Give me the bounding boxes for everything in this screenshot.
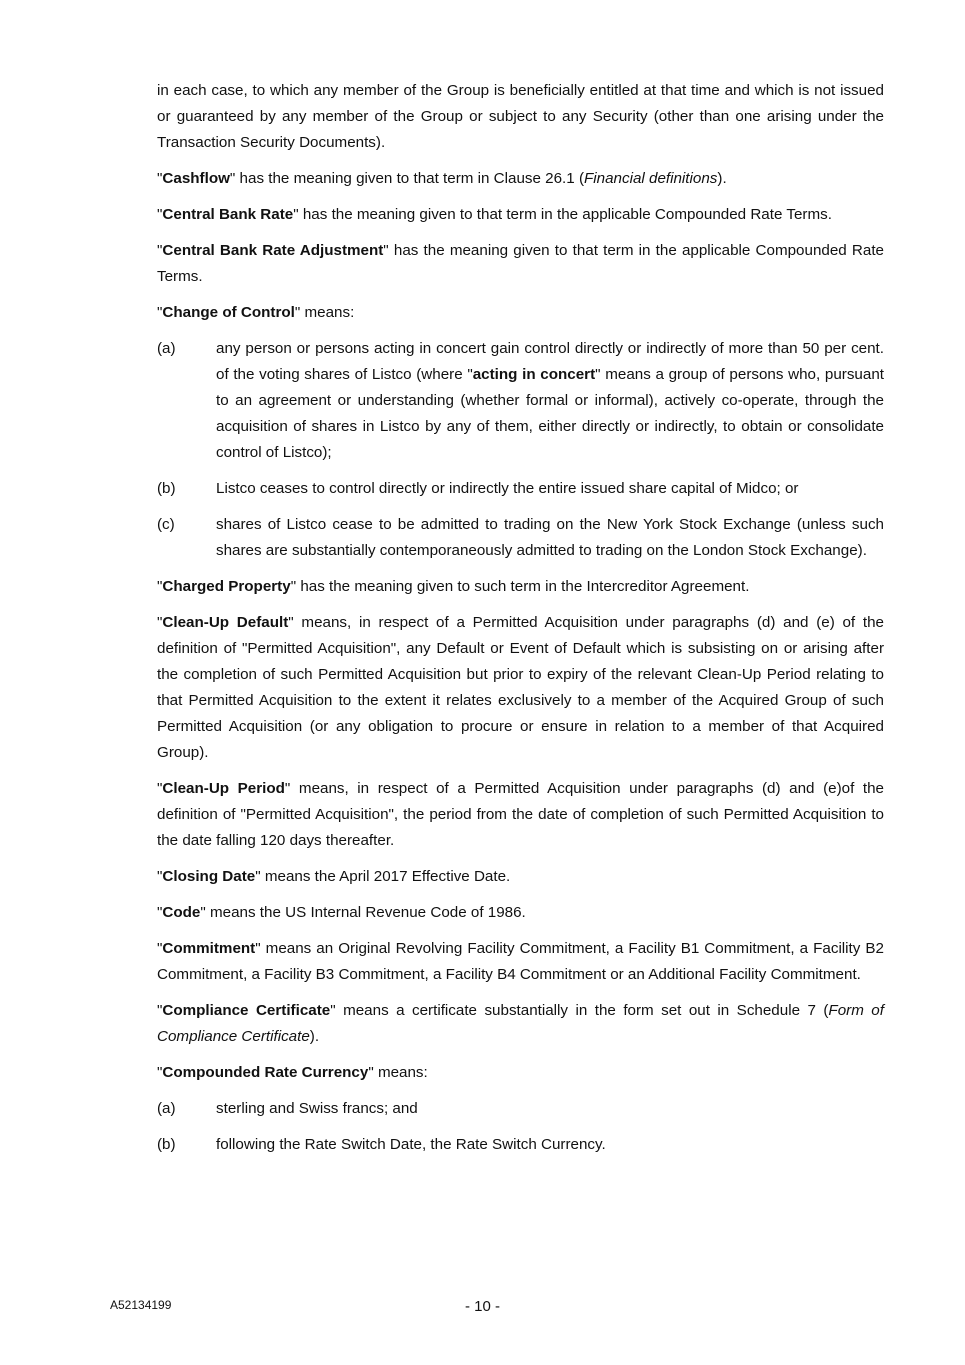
page-number: - 10 - bbox=[464, 1298, 500, 1315]
definition-commitment: "Commitment" means an Original Revolving Facility Commitment, a Facility B1 Commitment, a Facility B2 Commitment, a Facility B3 Commitment, a Facility B4 Commitment or an Additional Facility Commitment. bbox=[157, 940, 884, 983]
term: Compliance Certificate bbox=[162, 1002, 331, 1019]
term: Charged Property bbox=[162, 578, 291, 595]
definition-compliance-certificate: "Compliance Certificate" means a certificate substantially in the form set out in Schedule 7 (Form of Compliance Certificate). bbox=[157, 1002, 884, 1045]
term: Commitment bbox=[162, 940, 256, 957]
definition-change-of-control: "Change of Control" means: bbox=[157, 304, 355, 321]
definition-cashflow: "Cashflow" has the meaning given to that term in Clause 26.1 (Financial definitions). bbox=[157, 170, 727, 187]
definition-central-bank-rate-adjustment: "Central Bank Rate Adjustment" has the meaning given to that term in the applicable Compounded Rate Terms. bbox=[157, 242, 884, 285]
definition-clean-up-default: "Clean-Up Default" means, in respect of a Permitted Acquisition under paragraphs (d) and (e) of the definition of "Permitted Acquisition", any Default or Event of Default which is subsisting on or arising after the completion of such Permitted Acquisition but prior to expiry of the relevant Clean-Up Period relating to that Permitted Acquisition to the extent it relates exclusively to a member of the Acquired Group of such Permitted Acquisition (or any obligation to procure or ensure in relation to a member of that Acquired Group). bbox=[157, 614, 884, 761]
intro-paragraph: in each case, to which any member of the Group is beneficially entitled at that time and which is not issued or guaranteed by any member of the Group or subject to any Security (other than one arising under the Transaction Security Documents). bbox=[157, 82, 884, 151]
list-item: (a) sterling and Swiss francs; and bbox=[157, 1100, 418, 1117]
term: Compounded Rate Currency bbox=[162, 1064, 369, 1081]
list-item: (b) Listco ceases to control directly or indirectly the entire issued share capital of Midco; or bbox=[157, 480, 799, 497]
document-page bbox=[157, 78, 884, 1168]
term: Code bbox=[162, 904, 201, 921]
term: Central Bank Rate bbox=[162, 206, 294, 223]
term: Clean-Up Default bbox=[162, 614, 289, 631]
list-item: (b) following the Rate Switch Date, the Rate Switch Currency. bbox=[157, 1136, 606, 1153]
term: Closing Date bbox=[162, 868, 256, 885]
term: Clean-Up Period bbox=[162, 780, 285, 797]
term: Change of Control bbox=[162, 304, 295, 321]
term: Cashflow bbox=[162, 170, 230, 187]
definition-closing-date: "Closing Date" means the April 2017 Effective Date. bbox=[157, 868, 511, 885]
document-reference: A52134199 bbox=[110, 1298, 172, 1312]
definition-clean-up-period: "Clean-Up Period" means, in respect of a Permitted Acquisition under paragraphs (d) and (e)of the definition of "Permitted Acquisition", the period from the date of completion of such Permitted Acquisition to the date falling 120 days thereafter. bbox=[157, 780, 884, 849]
definition-code: "Code" means the US Internal Revenue Code of 1986. bbox=[157, 904, 526, 921]
term: Central Bank Rate Adjustment bbox=[162, 242, 384, 259]
definition-compounded-rate-currency: "Compounded Rate Currency" means: bbox=[157, 1064, 428, 1081]
definition-charged-property: "Charged Property" has the meaning given to such term in the Intercreditor Agreement. bbox=[157, 578, 750, 595]
list-item: (c) shares of Listco cease to be admitted to trading on the New York Stock Exchange (unless such shares are substantially contemporaneously admitted to trading on the London Stock Exchange). bbox=[157, 516, 884, 559]
list-item: (a) any person or persons acting in concert gain control directly or indirectly of more than 50 per cent. of the voting shares of Listco (where "acting in concert" means a group of persons who, pursuant to an agreement or understanding (whether formal or informal), actively co-operate, through the acquisition of shares in Listco by any of them, either directly or indirectly, to obtain or consolidate control of Listco); bbox=[157, 340, 884, 461]
definition-central-bank-rate: "Central Bank Rate" has the meaning given to that term in the applicable Compounded Rate Terms. bbox=[157, 206, 832, 223]
